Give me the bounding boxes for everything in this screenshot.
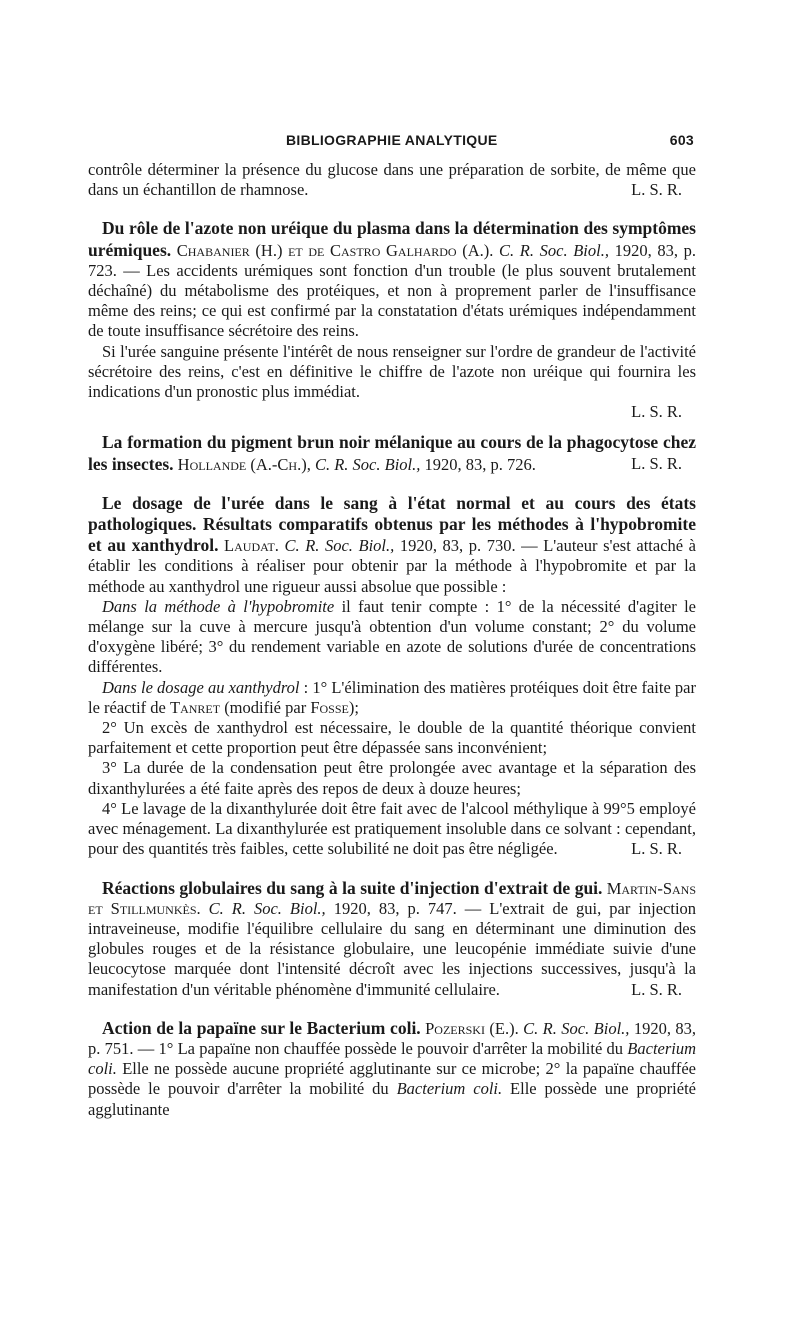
entry-authors: Chabanier (H.) et de Castro Galhardo (A.). xyxy=(176,240,494,260)
entry-heading xyxy=(88,493,696,597)
entry-source-details: 1920, 83, p. 730. — xyxy=(399,536,538,556)
entry-text: 1° La papaïne non chauffée possède le pouvoir d'arrêter la mobilité du xyxy=(158,1038,624,1058)
page-number: 603 xyxy=(669,132,694,148)
entry-heading xyxy=(88,878,696,1000)
entry-gui xyxy=(88,878,696,1000)
entry-journal: C. R. Soc. Biol., xyxy=(208,898,326,918)
entry-source-details: 1920, 83, p. 747. — xyxy=(333,898,482,918)
method-text: ); xyxy=(348,697,359,717)
entry-authors: Laudat. xyxy=(224,536,279,556)
entry-azote xyxy=(88,218,696,422)
entry-papaine xyxy=(88,1018,696,1120)
entry-authors: Hollande (A.-Ch.), xyxy=(177,454,311,474)
entry-paragraph: 3° La durée de la condensation peut être prolongée avec avantage et la séparation des dixanthylurées a été faite après des repos de deux à douze heures; xyxy=(88,758,696,798)
entry-authors: Martin-Sans et Stillmunkès. xyxy=(88,878,697,918)
entry-uree xyxy=(88,493,696,860)
entry-heading xyxy=(88,1018,696,1120)
entry-title: Du rôle de l'azote non uréique du plasma dans la détermination des symptômes urémiques. xyxy=(88,218,696,260)
entry-paragraph: 2° Un excès de xanthydrol est nécessaire, le double de la quantité théorique convient parfaitement et cette proportion peut être dépassée sans inconvénient; xyxy=(88,718,696,758)
entry-sorbite xyxy=(88,160,696,200)
organism-name: Bacterium coli. xyxy=(88,1038,697,1079)
signature: L. S. R. xyxy=(631,453,682,473)
entry-intro: L'auteur s'est attaché à établir les conditions à réaliser pour obtenir par la méthode à l'hypobromite et par la méthode au xanthydrol une rigueur aussi absolue que possible : xyxy=(88,536,696,596)
running-head-title: BIBLIOGRAPHIE ANALYTIQUE xyxy=(286,132,498,148)
entry-title: Action de la papaïne sur le Bacterium coli. xyxy=(102,1017,421,1038)
organism-name: Bacterium coli. xyxy=(396,1079,503,1099)
entry-paragraph xyxy=(88,799,696,860)
entry-title: Le dosage de l'urée dans le sang à l'état normal et au cours des états pathologiques. Résultats comparatifs obtenus par les méthodes à l'hypobromite et au xanthydrol. xyxy=(88,492,696,556)
entry-title: Réactions globulaires du sang à la suite d'injection d'extrait de gui. xyxy=(102,877,603,898)
method-text: : 1° L'élimination des matières protéiques doit être faite par le réactif de xyxy=(88,677,696,717)
entry-paragraph: Les accidents urémiques sont fonction d'un trouble (le plus souvent brutalement déchaîné) du métabolisme des protéiques, et non à proprement parler de l'insuffisance même des reins; ce qui est confirmé par la constatation d'états urémiques indépendamment de toute insuffisance sécrétoire des reins. xyxy=(88,260,696,341)
entry-heading xyxy=(88,218,696,341)
page xyxy=(88,126,696,1120)
entry-text: contrôle déterminer la présence du glucose dans une préparation de sorbite, de même que dans un échantillon de rhamnose. xyxy=(88,160,696,200)
method-text: (modifié par xyxy=(224,697,307,717)
reagent-author: Tanret xyxy=(169,697,221,717)
entry-text: Elle possède une propriété agglutinante xyxy=(88,1079,696,1119)
entry-paragraph xyxy=(88,678,696,718)
entry-pigment xyxy=(88,432,696,474)
entry-paragraph xyxy=(88,597,696,678)
entry-text: 4° Le lavage de la dixanthylurée doit être fait avec de l'alcool méthylique à 99°5 employé avec ménagement. La dixanthylurée est pratiquement insoluble dans ce solvant : cependant, pour des quantités très faibles, cette solubilité ne doit pas être négligée. xyxy=(88,798,696,859)
entry-journal: C. R. Soc. Biol., xyxy=(284,536,395,556)
entry-paragraph: Si l'urée sanguine présente l'intérêt de nous renseigner sur l'ordre de grandeur de l'activité sécrétoire des reins, c'est en définitive le chiffre de l'azote non uréique qui fournira les indications d'un pronostic plus immédiat. xyxy=(88,341,696,402)
entry-journal: C. R. Soc. Biol., xyxy=(523,1018,630,1038)
reagent-author: Fosse xyxy=(310,697,349,717)
method-label: Dans le dosage au xanthydrol xyxy=(102,677,300,697)
signature: L. S. R. xyxy=(631,402,682,422)
entry-text: Elle ne possède aucune propriété agglutinante sur ce microbe; 2° la papaïne chauffée possède le pouvoir d'arrêter la mobilité du xyxy=(88,1059,696,1099)
entry-authors: Pozerski (E.). xyxy=(425,1018,519,1038)
entry-journal: C. R. Soc. Biol., xyxy=(499,240,609,260)
entry-heading xyxy=(88,432,696,474)
entry-source-details: 1920, 83, p. 726. xyxy=(424,454,536,474)
entry-body xyxy=(88,160,696,200)
running-head xyxy=(88,126,696,148)
entry-journal: C. R. Soc. Biol., xyxy=(314,454,421,474)
entry-text: L'extrait de gui, par injection intraveineuse, modifie l'équilibre cellulaire du sang en déterminant une diminution des globules rouges et de la résistance globulaire, une leucopénie immédiate suivie d'une leucocytose marquée dont l'intensité décroît avec les injections successives, jusqu'à la manifestation d'un véritable phénomène d'immunité cellulaire. xyxy=(88,898,697,999)
entry-title: La formation du pigment brun noir mélanique au cours de la phagocytose chez les insectes. xyxy=(88,432,696,474)
method-text: il faut tenir compte : 1° de la nécessité d'agiter le mélange sur la cuve à mercure jusqu'à obtention d'un volume constant; 2° du volume d'oxygène libéré; 3° du rendement variable en azote de solutions d'urée de concentrations différentes. xyxy=(88,596,696,677)
signature: L. S. R. xyxy=(631,839,682,859)
entry-source-details: 1920, 83, p. 751. — xyxy=(88,1018,697,1058)
signature: L. S. R. xyxy=(631,180,682,200)
entry-source-details: 1920, 83, p. 723. — xyxy=(88,240,697,280)
signature: L. S. R. xyxy=(631,979,682,999)
method-label: Dans la méthode à l'hypobromite xyxy=(102,596,335,616)
